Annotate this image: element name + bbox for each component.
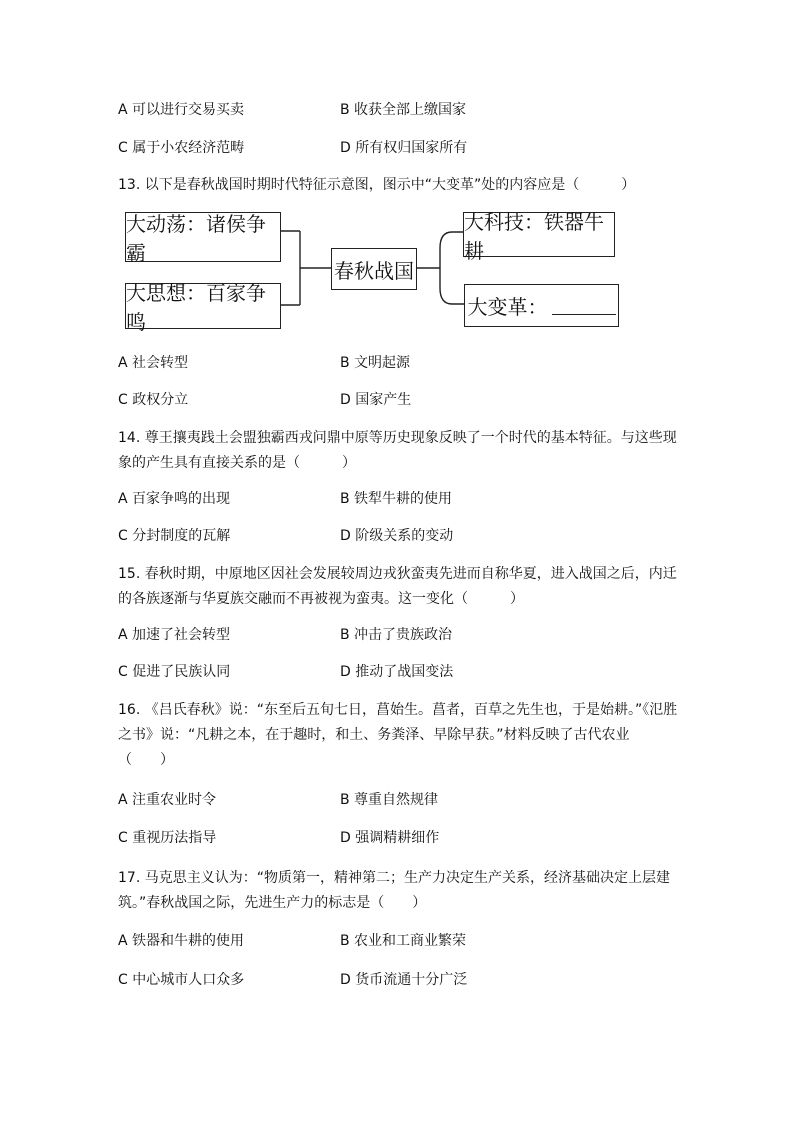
q16-option-b: B 尊重自然规律 <box>340 792 439 808</box>
diagram-right-top-text: 大科技：铁器牛耕 <box>464 209 604 263</box>
q17-option-b: B 农业和工商业繁荣 <box>340 933 467 949</box>
q14-option-a: A 百家争鸣的出现 <box>118 491 231 507</box>
q15-option-b: B 冲击了贵族政治 <box>340 627 453 643</box>
answer-blank <box>552 296 616 315</box>
q17-option-d: D 货币流通十分广泛 <box>340 972 468 988</box>
q17-option-c: C 中心城市人口众多 <box>118 972 245 988</box>
q13-stem: 13. 以下是春秋战国时期时代特征示意图，图示中“大变革”处的内容应是（ ） <box>118 177 636 193</box>
diagram-right-bottom-text: 大变革： <box>467 295 548 319</box>
diagram-box-left-top <box>125 212 281 265</box>
q17-stem: 17. 马克思主义认为：“物质第一，精神第二；生产力决定生产关系，经济基础决定上层建筑。”春秋战国之际，先进生产力的标志是（ ） <box>118 870 670 911</box>
diagram-box-right-top <box>463 209 615 263</box>
diagram-left-bottom-text: 大思想：百家争鸣 <box>126 281 266 334</box>
q12-option-c: C 属于小农经济范畴 <box>118 140 245 156</box>
q14-option-c: C 分封制度的瓦解 <box>118 528 231 544</box>
q15-option-c: C 促进了民族认同 <box>118 664 231 680</box>
q14-stem: 14. 尊王攘夷践土会盟独霸西戎问鼎中原等历史现象反映了一个时代的基本特征。与这些现象的产生具有直接关系的是（ ） <box>118 430 677 471</box>
q16-stem: 16. 《吕氏春秋》说：“东至后五旬七日，菖始生。菖者，百草之先生也，于是始耕。”《氾胜之书》说：“凡耕之本，在于趣时，和土、务粪泽、早除早获。”材料反映了古代农业（ ） <box>118 702 678 768</box>
diagram-box-right-bottom <box>464 284 619 327</box>
q14-option-b: B 铁犁牛耕的使用 <box>340 491 453 507</box>
q15-option-d: D 推动了战国变法 <box>340 664 454 680</box>
diagram-left-top-text: 大动荡：诸侯争霸 <box>126 212 266 265</box>
q16-option-a: A 注重农业时令 <box>118 792 217 808</box>
q13-option-d: D 国家产生 <box>340 392 412 408</box>
q12-option-a: A 可以进行交易买卖 <box>118 102 245 118</box>
diagram-box-left-bottom <box>125 281 281 334</box>
diagram-box-center <box>331 248 417 290</box>
q15-stem: 15. 春秋时期，中原地区因社会发展较周边戎狄蛮夷先进而自称华夏，进入战国之后，内迁的各族逐渐与华夏族交融而不再被视为蛮夷。这一变化（ ） <box>118 566 677 607</box>
q13-option-c: C 政权分立 <box>118 392 189 408</box>
diagram-center-text: 春秋战国 <box>334 258 414 283</box>
q15-option-a: A 加速了社会转型 <box>118 627 231 643</box>
q13-option-a: A 社会转型 <box>118 355 189 371</box>
q13-option-b: B 文明起源 <box>340 355 411 371</box>
q17-option-a: A 铁器和牛耕的使用 <box>118 933 245 949</box>
q16-option-c: C 重视历法指导 <box>118 830 217 846</box>
q12-option-b: B 收获全部上缴国家 <box>340 102 467 118</box>
q16-option-d: D 强调精耕细作 <box>340 830 440 846</box>
q12-option-d: D 所有权归国家所有 <box>340 140 468 156</box>
q14-option-d: D 阶级关系的变动 <box>340 528 454 544</box>
